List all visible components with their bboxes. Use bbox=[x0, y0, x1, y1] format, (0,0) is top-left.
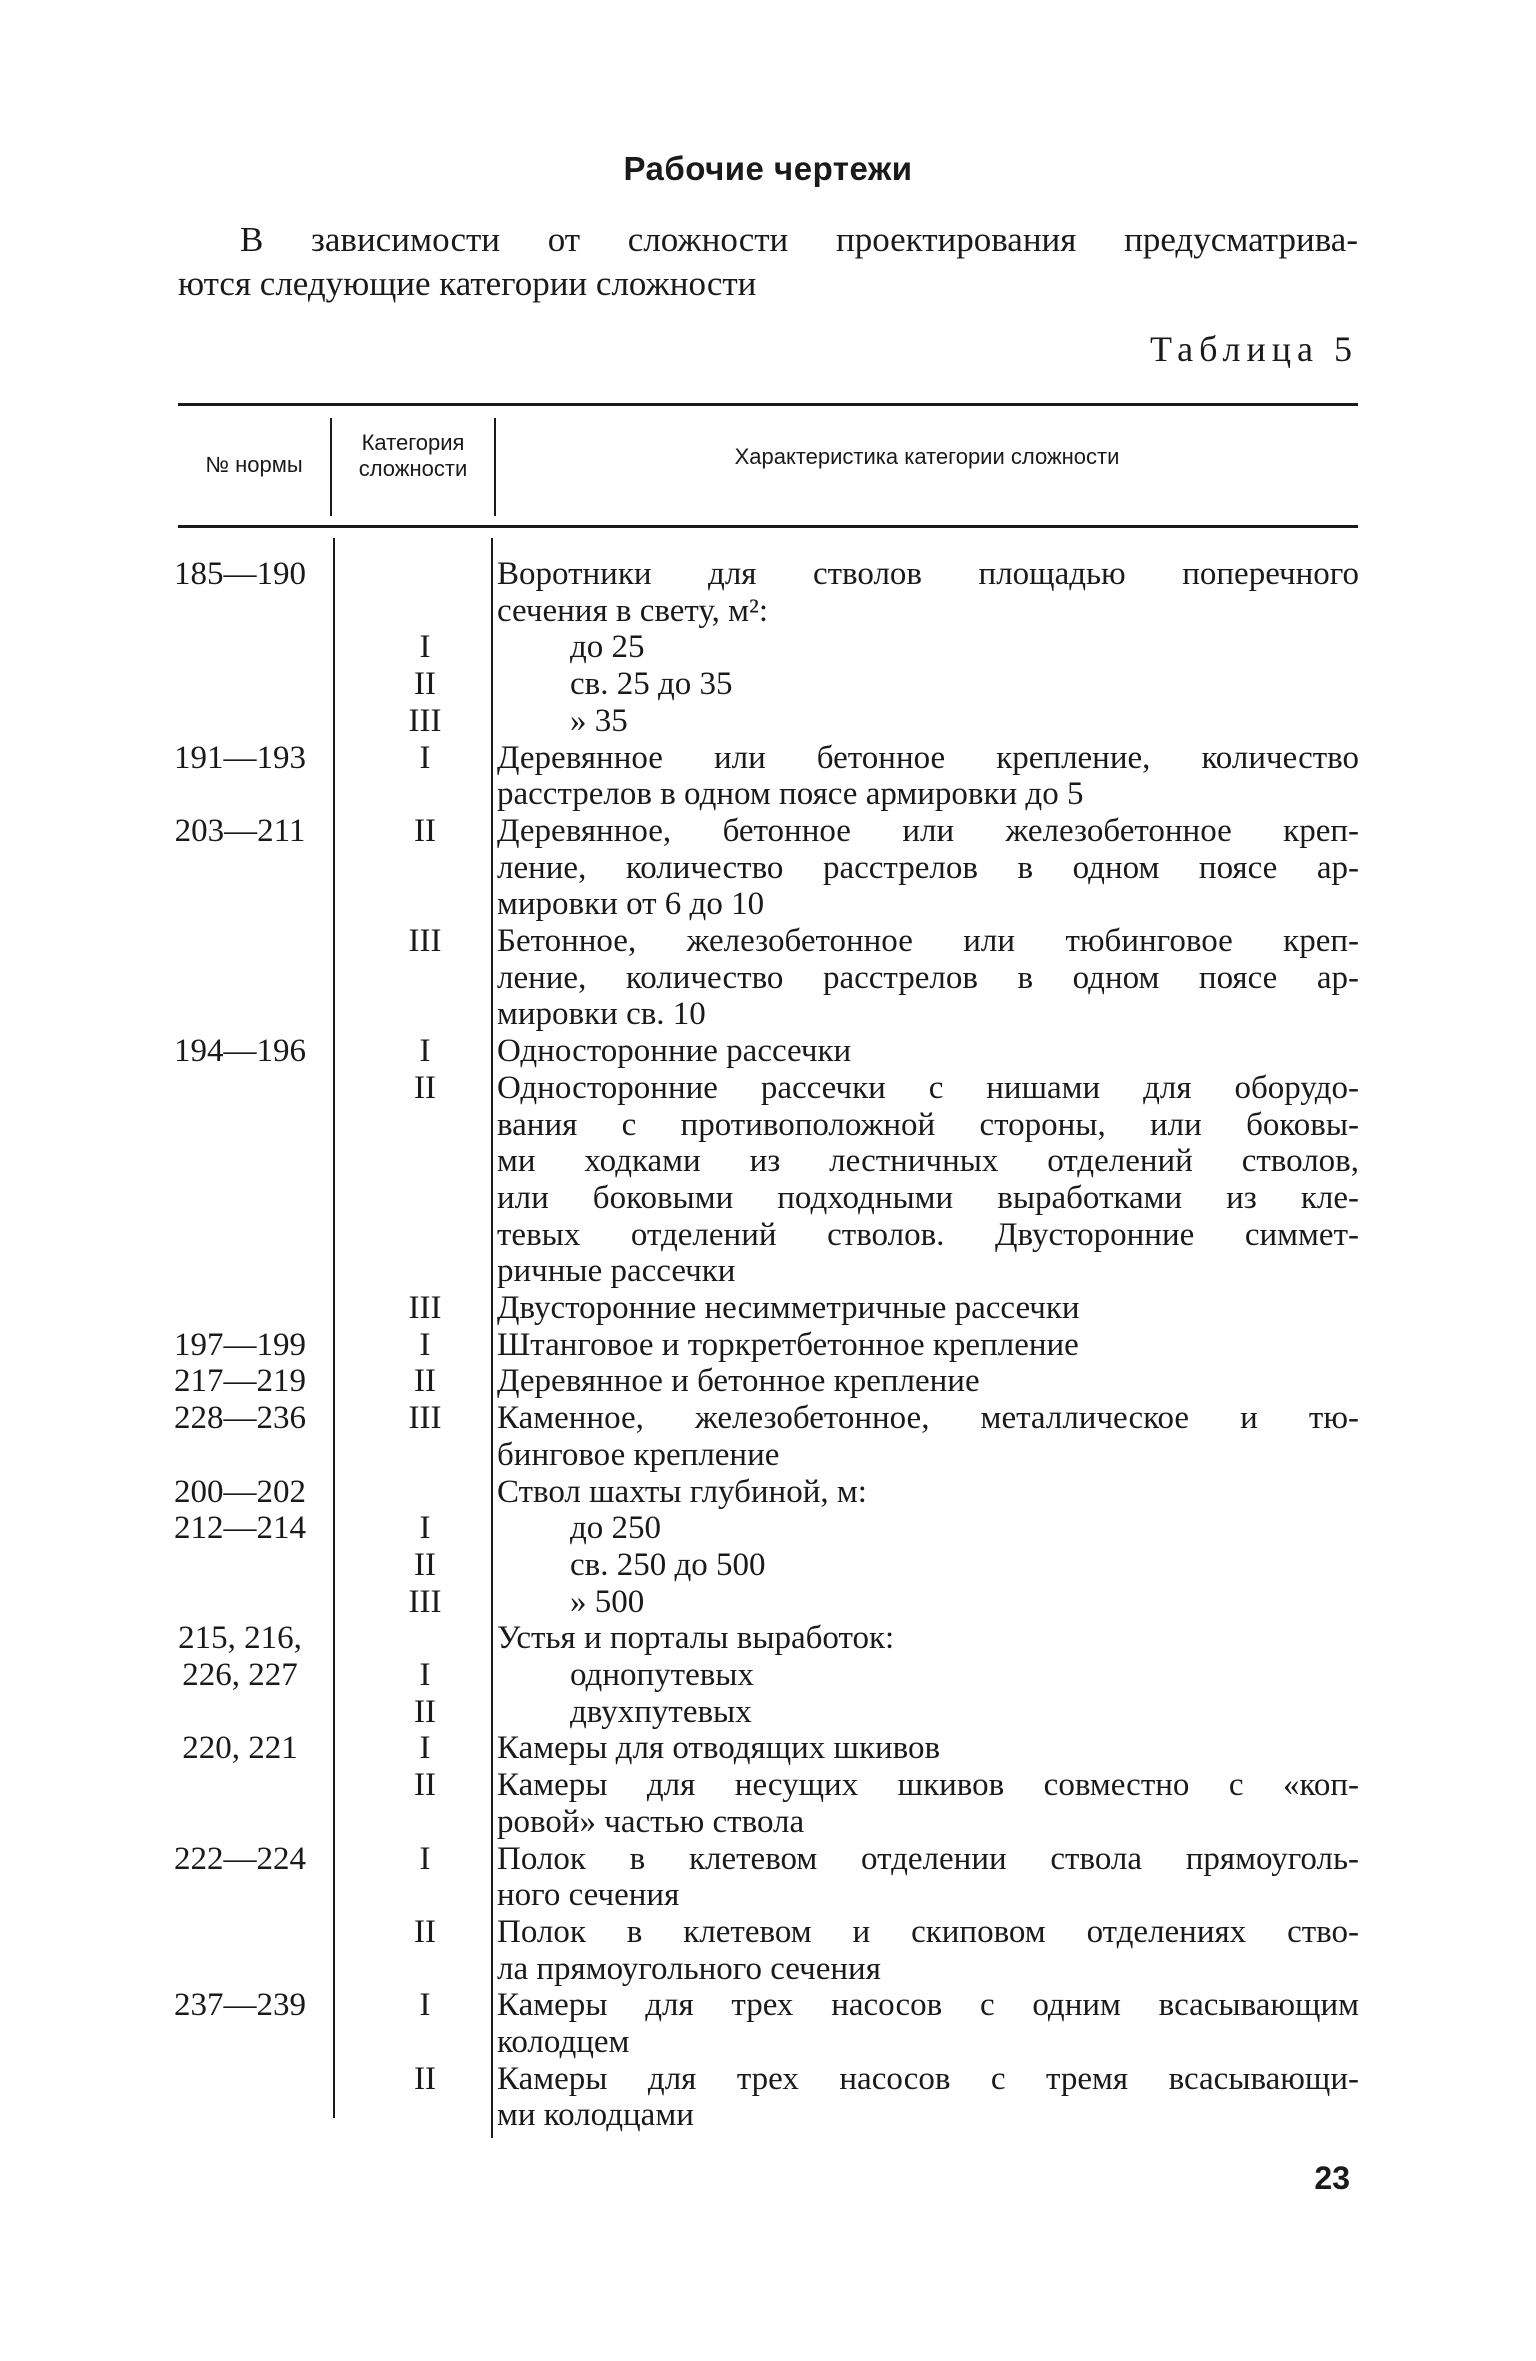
category-cell: II bbox=[414, 1913, 436, 1950]
characteristic-cell: Камеры для несущих шкивов совместно с «коп- bbox=[497, 1767, 1359, 1804]
norm-number-cell: 203—211 bbox=[174, 812, 306, 849]
norm-number-cell: 194—196 bbox=[174, 1033, 306, 1070]
category-cell: II bbox=[414, 666, 436, 703]
category-cell: I bbox=[419, 1987, 431, 2024]
characteristic-cell: св. 250 до 500 bbox=[570, 1546, 766, 1583]
characteristic-cell: сечения в свету, м²: bbox=[497, 592, 769, 629]
characteristic-cell: Штанговое и торкретбетонное крепление bbox=[497, 1326, 1079, 1363]
characteristic-cell: Деревянное, бетонное или железобетонное креп- bbox=[497, 812, 1359, 849]
norm-number-cell: 217—219 bbox=[174, 1363, 306, 1400]
characteristic-cell: ричные рассечки bbox=[497, 1253, 736, 1290]
category-cell: II bbox=[414, 1767, 436, 1804]
characteristic-cell: однопутевых bbox=[570, 1657, 754, 1693]
category-cell: I bbox=[419, 739, 431, 776]
characteristic-cell: св. 25 до 35 bbox=[570, 666, 733, 703]
characteristic-cell: Односторонние рассечки с нишами для оборудо- bbox=[497, 1069, 1359, 1106]
category-cell: II bbox=[414, 1069, 436, 1106]
table-label: Таблица 5 bbox=[1150, 329, 1358, 369]
characteristic-cell: мировки св. 10 bbox=[497, 996, 706, 1033]
characteristic-cell: » 500 bbox=[570, 1583, 645, 1620]
category-cell: III bbox=[408, 1400, 442, 1437]
characteristic-cell: Двусторонние несимметричные рассечки bbox=[497, 1290, 1080, 1326]
characteristic-cell: ление, количество расстрелов в одном поясе ар- bbox=[497, 959, 1359, 996]
characteristic-cell: ми колодцами bbox=[497, 2097, 694, 2134]
header-category-line-1: Категория bbox=[361, 430, 465, 455]
header-category-line-2: сложности bbox=[358, 456, 468, 481]
category-cell: I bbox=[419, 1730, 431, 1767]
norm-number-cell: 215, 216, bbox=[178, 1620, 302, 1657]
characteristic-cell: Деревянное и бетонное крепление bbox=[497, 1363, 980, 1400]
norm-number-cell: 228—236 bbox=[174, 1400, 306, 1437]
characteristic-cell: до 25 bbox=[570, 629, 645, 666]
category-cell: II bbox=[414, 1546, 436, 1583]
characteristic-cell: бинговое крепление bbox=[497, 1436, 780, 1473]
characteristic-cell: ми ходками из лестничных отделений стволов, bbox=[497, 1143, 1359, 1180]
category-cell: II bbox=[414, 812, 436, 849]
characteristic-cell: Односторонние рассечки bbox=[497, 1033, 852, 1070]
characteristic-cell: вания с противоположной стороны, или боковы- bbox=[497, 1106, 1359, 1143]
characteristic-cell: Камеры для трех насосов с тремя всасывающи- bbox=[497, 2060, 1359, 2097]
characteristic-cell: Бетонное, железобетонное или тюбинговое креп- bbox=[497, 923, 1359, 959]
characteristic-cell: ровой» частью ствола bbox=[497, 1803, 805, 1840]
page-number: 23 bbox=[1314, 2160, 1350, 2196]
category-cell: I bbox=[419, 1033, 431, 1070]
page-heading: Рабочие чертежи bbox=[623, 150, 913, 187]
characteristic-cell: расстрелов в одном поясе армировки до 5 bbox=[497, 776, 1084, 813]
characteristic-cell: Каменное, железобетонное, металлическое и тю- bbox=[497, 1400, 1359, 1437]
intro-line-2: ются следующие категории сложности bbox=[178, 264, 757, 303]
category-cell: I bbox=[419, 1840, 431, 1877]
header-norm-number: № нормы bbox=[205, 452, 303, 477]
characteristic-cell: колодцем bbox=[497, 2024, 630, 2060]
characteristic-cell: ла прямоугольного сечения bbox=[497, 1950, 881, 1987]
norm-number-cell: 191—193 bbox=[174, 739, 306, 776]
category-cell: I bbox=[419, 1657, 431, 1693]
characteristic-cell: Устья и порталы выработок: bbox=[497, 1620, 895, 1657]
characteristic-cell: » 35 bbox=[570, 702, 628, 739]
category-cell: III bbox=[408, 702, 442, 739]
category-cell: III bbox=[408, 1583, 442, 1620]
characteristic-cell: Полок в клетевом отделении ствола прямоуголь- bbox=[497, 1840, 1359, 1877]
characteristic-cell: Камеры для отводящих шкивов bbox=[497, 1730, 941, 1767]
characteristic-cell: Камеры для трех насосов с одним всасывающим bbox=[497, 1987, 1359, 2024]
characteristic-cell: Полок в клетевом и скиповом отделениях ство- bbox=[497, 1913, 1359, 1950]
characteristic-cell: ного сечения bbox=[497, 1877, 680, 1914]
characteristic-cell: ление, количество расстрелов в одном поясе ар- bbox=[497, 849, 1359, 886]
norm-number-cell: 222—224 bbox=[174, 1840, 306, 1877]
category-cell: III bbox=[408, 923, 442, 959]
norm-number-cell: 226, 227 bbox=[182, 1657, 298, 1693]
category-cell: II bbox=[414, 1693, 436, 1730]
category-cell: II bbox=[414, 1363, 436, 1400]
norm-number-cell: 220, 221 bbox=[182, 1730, 298, 1767]
characteristic-cell: или боковыми подходными выработками из кле- bbox=[497, 1179, 1359, 1216]
characteristic-cell: Деревянное или бетонное крепление, количество bbox=[497, 739, 1359, 776]
category-cell: II bbox=[414, 2060, 436, 2097]
characteristic-cell: Ствол шахты глубиной, м: bbox=[497, 1473, 867, 1510]
category-cell: I bbox=[419, 1510, 431, 1547]
category-cell: I bbox=[419, 1326, 431, 1363]
norm-number-cell: 200—202 bbox=[174, 1473, 306, 1510]
category-cell: I bbox=[419, 629, 431, 666]
intro-line-1: В зависимости от сложности проектирования предусматрива- bbox=[240, 220, 1358, 259]
category-cell: III bbox=[408, 1290, 442, 1326]
header-characteristic: Характеристика категории сложности bbox=[734, 444, 1120, 469]
norm-number-cell: 237—239 bbox=[174, 1987, 306, 2024]
norm-number-cell: 197—199 bbox=[174, 1326, 306, 1363]
characteristic-cell: до 250 bbox=[570, 1510, 662, 1547]
characteristic-cell: двухпутевых bbox=[570, 1693, 752, 1730]
norm-number-cell: 185—190 bbox=[174, 556, 306, 592]
characteristic-cell: тевых отделений стволов. Двусторонние симмет- bbox=[497, 1216, 1359, 1253]
characteristic-cell: мировки от 6 до 10 bbox=[497, 886, 765, 923]
characteristic-cell: Воротники для стволов площадью поперечного bbox=[497, 556, 1359, 592]
norm-number-cell: 212—214 bbox=[174, 1510, 306, 1547]
